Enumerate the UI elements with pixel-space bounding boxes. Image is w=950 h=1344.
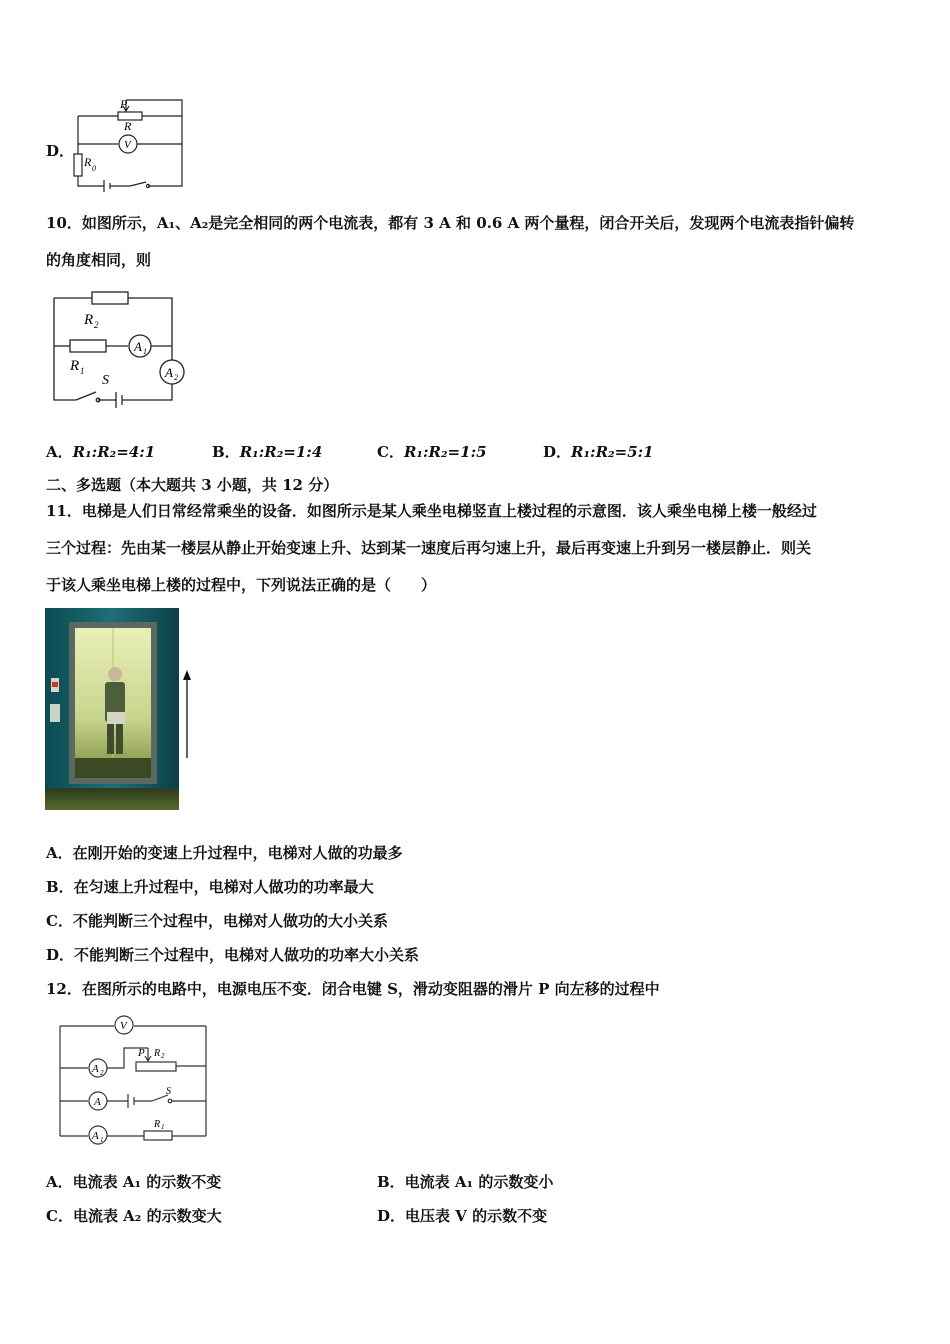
- q10-option-a-expr: R₁:R₂=4:1: [72, 443, 156, 461]
- q11-option-b[interactable]: B．在匀速上升过程中，电梯对人做功的功率最大: [46, 878, 374, 896]
- q11-text-line2: 三个过程：先由某一楼层从静止开始变速上升、达到某一速度后再匀速上升，最后再变速上升到另一楼层静止．则关: [46, 539, 812, 557]
- q12-label-a1: A: [92, 1130, 99, 1142]
- q12-label-r1: R: [154, 1119, 161, 1130]
- q12-label-p: P: [138, 1047, 145, 1059]
- q12-label-r2: R: [154, 1048, 161, 1059]
- q9-label-v: V: [124, 139, 131, 151]
- q10-option-c[interactable]: [377, 441, 487, 462]
- q9-label-r0: R: [84, 155, 92, 169]
- q12-label-a2-sub: 2: [100, 1069, 104, 1077]
- q11-option-d[interactable]: D．不能判断三个过程中，电梯对人做功的功率大小关系: [46, 946, 420, 964]
- section-heading: 二、多选题（本大题共 3 小题，共 12 分）: [46, 476, 339, 494]
- q12-option-c[interactable]: C．电流表 A₂ 的示数变大: [46, 1207, 222, 1225]
- q11-text-line3: 于该人乘坐电梯上楼的过程中，下列说法正确的是（ ）: [46, 576, 437, 594]
- q10-option-b[interactable]: [212, 441, 322, 462]
- q12-label-v: V: [120, 1020, 127, 1032]
- q9-label-r0-sub: 0: [92, 164, 96, 173]
- q10-option-a[interactable]: [46, 441, 155, 462]
- q11-option-c[interactable]: C．不能判断三个过程中，电梯对人做功的大小关系: [46, 912, 388, 930]
- q12-option-d[interactable]: D．电压表 V 的示数不变: [377, 1207, 548, 1225]
- q10-option-d-expr: R₁:R₂=5:1: [571, 443, 654, 461]
- q10-label-r1-sub: 1: [80, 366, 85, 376]
- q10-option-b-label: B．: [212, 443, 240, 461]
- q12-label-r2-sub: 2: [161, 1052, 165, 1060]
- q10-label-a1-sub: 1: [143, 347, 147, 356]
- q10-label-s: S: [102, 373, 109, 388]
- q12-circuit-diagram: [56, 1014, 212, 1148]
- q10-label-r2: R: [84, 312, 94, 328]
- q10-circuit-diagram: [46, 284, 192, 408]
- q10-option-d-label: D．: [543, 443, 572, 461]
- q12-option-a[interactable]: A．电流表 A₁ 的示数不变: [46, 1173, 222, 1191]
- q10-label-a1: A: [134, 339, 142, 354]
- q10-text-line1: 10．如图所示，A₁、A₂是完全相同的两个电流表，都有 3 A 和 0.6 A 两个量程，闭合开关后，发现两个电流表指针偏转: [46, 214, 855, 232]
- q10-label-r1: R: [70, 358, 80, 374]
- q10-option-b-expr: R₁:R₂=1:4: [239, 443, 323, 461]
- q10-label-a2-sub: 2: [174, 373, 178, 382]
- q9-circuit-diagram: [68, 96, 188, 192]
- q10-text-line2: 的角度相同，则: [46, 251, 152, 269]
- q10-label-a2: A: [165, 365, 173, 380]
- q12-label-r1-sub: 1: [161, 1123, 165, 1131]
- q12-text-line1: 12．在图所示的电路中，电源电压不变．闭合电键 S，滑动变阻器的滑片 P 向左移的过程中: [46, 980, 660, 998]
- q10-option-c-expr: R₁:R₂=1:5: [403, 443, 487, 461]
- q9-label-p: P: [120, 97, 128, 111]
- q10-option-a-label: A．: [46, 443, 73, 461]
- q9-option-d-label[interactable]: D．: [46, 142, 75, 160]
- q12-label-a2: A: [92, 1063, 99, 1075]
- elevator-photo: [45, 608, 179, 810]
- q11-text-line1: 11．电梯是人们日常经常乘坐的设备．如图所示是某人乘坐电梯竖直上楼过程的示意图．该人乘坐电梯上楼一般经过: [46, 502, 817, 520]
- q10-option-d[interactable]: [543, 441, 654, 462]
- q10-label-r2-sub: 2: [94, 320, 99, 330]
- q12-option-b[interactable]: B．电流表 A₁ 的示数变小: [377, 1173, 554, 1191]
- q11-option-a[interactable]: A．在刚开始的变速上升过程中，电梯对人做的功最多: [46, 844, 403, 862]
- arrow-up-icon: [180, 670, 194, 760]
- q12-label-a: A: [94, 1096, 101, 1108]
- q10-option-c-label: C．: [377, 443, 404, 461]
- q9-label-r: R: [124, 119, 132, 133]
- q12-label-s: S: [166, 1086, 171, 1097]
- q12-label-a1-sub: 1: [100, 1136, 104, 1144]
